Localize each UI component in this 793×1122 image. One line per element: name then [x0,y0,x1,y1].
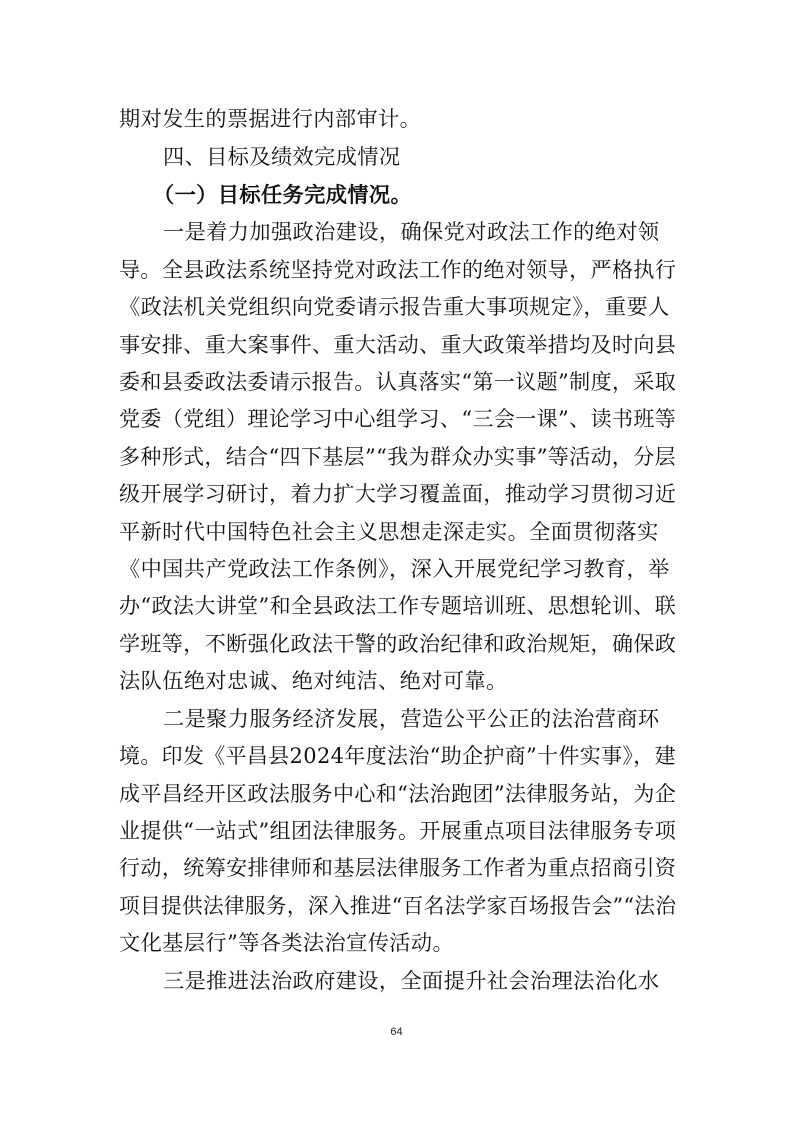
body-text-line: 事安排、重大案事件、重大活动、重大政策举措均及时向县 [119,332,677,357]
body-text-line: 办“政法大讲堂”和全县政法工作专题培训班、思想轮训、联 [119,593,677,618]
subsection-heading: （一）目标任务完成情况。 [153,182,413,207]
body-text-line: 多种形式，结合“四下基层”“我为群众办实事”等活动，分层 [119,444,677,469]
paragraph-first-line: 一是着力加强政治建设，确保党对政法工作的绝对领 [163,219,660,244]
body-text-line: 文化基层行”等各类法治宣传活动。 [119,930,455,955]
body-text-line: 级开展学习研讨，着力扩大学习覆盖面，推动学习贯彻习近 [119,481,677,506]
page-number: 64 [390,1026,403,1038]
paragraph-first-line: 二是聚力服务经济发展，营造公平公正的法治营商环 [163,706,660,731]
body-text-line: 党委（党组）理论学习中心组学习、“三会一课”、读书班等 [119,406,677,431]
body-text-line: 业提供“一站式”组团法律服务。开展重点项目法律服务专项 [119,818,677,843]
body-text-line: 境。印发《平昌县2024年度法治“助企护商”十件实事》，建 [119,743,676,768]
body-text-line: 成平昌经开区政法服务中心和“法治跑团”法律服务站，为企 [119,781,677,806]
body-text-line: 法队伍绝对忠诚、绝对纯洁、绝对可靠。 [119,668,508,693]
body-text-line: 行动，统筹安排律师和基层法律服务工作者为重点招商引资 [119,855,677,880]
body-text-line: 《政法机关党组织向党委请示报告重大事项规定》，重要人 [119,294,670,319]
body-text-line: 项目提供法律服务，深入推进“百名法学家百场报告会”“法治 [119,893,677,918]
body-text-line: 期对发生的票据进行内部审计。 [119,106,422,131]
body-text-line: 《中国共产党政法工作条例》，深入开展党纪学习教育，举 [119,556,670,581]
section-heading: 四、目标及绩效完成情况 [163,144,401,169]
body-text-line: 导。全县政法系统坚持党对政法工作的绝对领导，严格执行 [119,257,677,282]
paragraph-first-line: 三是推进法治政府建设，全面提升社会治理法治化水 [163,968,660,993]
body-text-line: 委和县委政法委请示报告。认真落实“第一议题”制度，采取 [119,369,677,394]
body-text-line: 学班等，不断强化政法干警的政治纪律和政治规矩，确保政 [119,631,677,656]
body-text-line: 平新时代中国特色社会主义思想走深走实。全面贯彻落实 [119,519,659,544]
